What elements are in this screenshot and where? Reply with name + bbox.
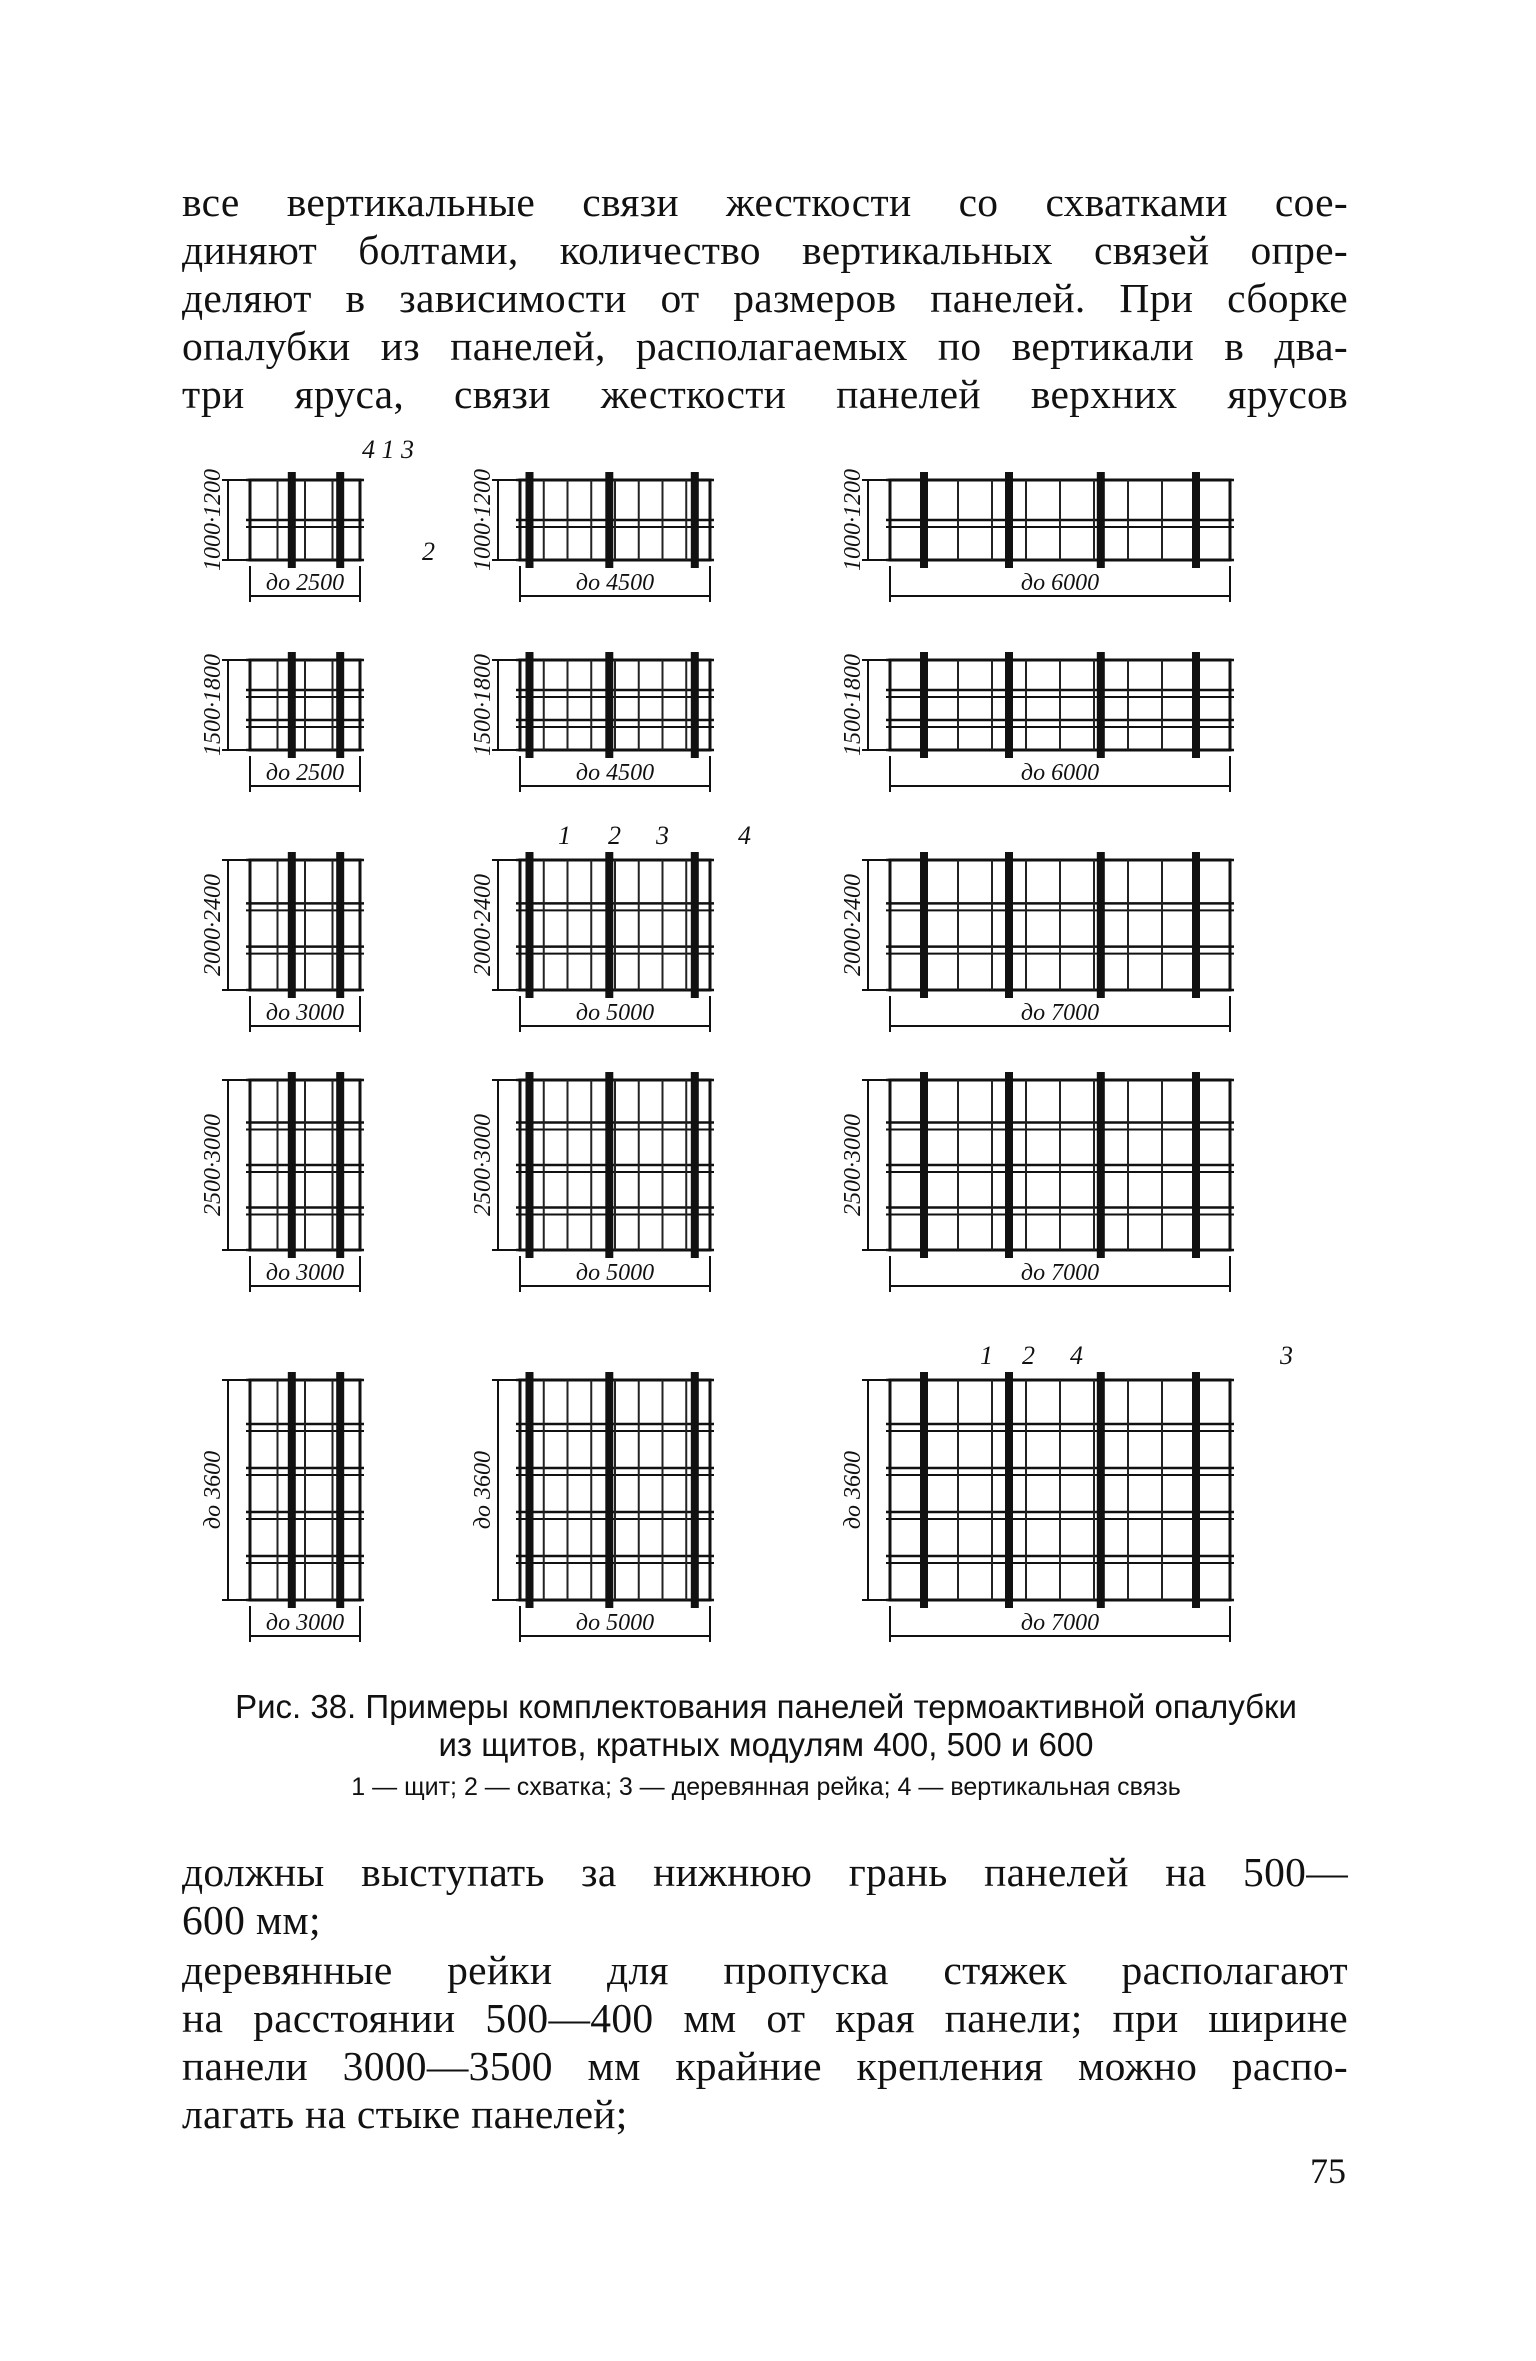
width-label: до 6000 [1020, 760, 1100, 786]
vertical-tie [605, 1072, 613, 1258]
height-label: 1500·1800 [840, 654, 866, 756]
figure-drawing [190, 440, 1350, 1680]
vertical-tie [1005, 472, 1013, 568]
height-label: 2500·3000 [470, 1114, 496, 1216]
callout-2: 2 [422, 537, 435, 566]
text-line: все вертикальные связи жесткости со схватками сое- [182, 179, 1348, 225]
width-label: до 7000 [1020, 1610, 1100, 1636]
panel-diagram [840, 852, 1234, 1032]
vertical-tie [526, 472, 534, 568]
vertical-tie [605, 852, 613, 998]
height-label: 1000·1200 [840, 469, 866, 571]
vertical-tie [1005, 652, 1013, 758]
height-label: 2000·2400 [840, 874, 866, 976]
text-line: деляют в зависимости от размеров панелей. При сборке [182, 275, 1348, 321]
callout-413: 4 1 3 [362, 440, 414, 464]
vertical-tie [605, 472, 613, 568]
vertical-tie [1097, 472, 1105, 568]
panel-diagram [470, 852, 714, 1032]
vertical-tie [920, 852, 928, 998]
bottom-paragraph-1 [182, 1848, 1348, 1944]
vertical-tie [288, 472, 296, 568]
vertical-tie [1192, 1072, 1200, 1258]
vertical-tie [288, 1372, 296, 1608]
height-label: до 3600 [470, 1450, 496, 1530]
callout-2: 2 [1022, 1341, 1035, 1370]
vertical-tie [1097, 1072, 1105, 1258]
height-label: 1500·1800 [200, 654, 226, 756]
panel-diagram [840, 469, 1234, 602]
vertical-tie [1192, 1372, 1200, 1608]
panel-diagram [840, 1072, 1234, 1292]
height-label: 2500·3000 [840, 1114, 866, 1216]
panel-diagram [470, 1372, 714, 1642]
vertical-tie [288, 1072, 296, 1258]
callout-3: 3 [1280, 1341, 1293, 1370]
vertical-tie [920, 1072, 928, 1258]
panel-diagram [200, 469, 364, 602]
vertical-tie [1005, 1072, 1013, 1258]
caption-line: Рис. 38. Примеры комплектования панелей термоактивной опалубки [235, 1688, 1297, 1725]
vertical-tie [1005, 1372, 1013, 1608]
width-label: до 5000 [575, 1000, 655, 1026]
figure-caption [180, 1688, 1352, 1764]
vertical-tie [691, 1372, 699, 1608]
width-label: до 5000 [575, 1610, 655, 1636]
vertical-tie [691, 852, 699, 998]
height-label: 1000·1200 [200, 469, 226, 571]
formwork-panel-figure [190, 440, 1350, 1680]
vertical-tie [336, 1372, 344, 1608]
height-label: 2000·2400 [470, 874, 496, 976]
vertical-tie [691, 1072, 699, 1258]
callout-1: 1 [558, 821, 571, 850]
vertical-tie [1097, 852, 1105, 998]
panel-diagram [200, 1072, 364, 1292]
height-label: 2500·3000 [200, 1114, 226, 1216]
vertical-tie [920, 652, 928, 758]
panel-diagram [470, 469, 714, 602]
vertical-tie [526, 852, 534, 998]
figure-legend: 1 — щит; 2 — схватка; 3 — деревянная рейка; 4 — вертикальная связь [351, 1773, 1181, 1801]
vertical-tie [691, 472, 699, 568]
width-label: до 3000 [265, 1260, 345, 1286]
vertical-tie [336, 652, 344, 758]
vertical-tie [605, 652, 613, 758]
callout-2: 2 [608, 821, 621, 850]
bottom-paragraph-2 [182, 1946, 1348, 2138]
text-line: лагать на стыке панелей; [182, 2091, 628, 2137]
vertical-tie [288, 852, 296, 998]
text-line: 600 мм; [182, 1897, 321, 1943]
vertical-tie [1005, 852, 1013, 998]
panel-diagram [200, 852, 364, 1032]
page-number: 75 [1310, 2151, 1346, 2191]
panel-diagram [200, 652, 364, 792]
width-label: до 4500 [575, 570, 655, 596]
width-label: до 5000 [575, 1260, 655, 1286]
vertical-tie [920, 472, 928, 568]
callout-4: 4 [1070, 1341, 1083, 1370]
text-line: панели 3000—3500 мм крайние крепления можно распо- [182, 2043, 1348, 2089]
vertical-tie [336, 1072, 344, 1258]
height-label: до 3600 [840, 1450, 866, 1530]
text-line: деревянные рейки для пропуска стяжек располагают [182, 1947, 1348, 1993]
vertical-tie [1192, 852, 1200, 998]
panel-diagram [840, 1372, 1234, 1642]
vertical-tie [336, 852, 344, 998]
vertical-tie [526, 652, 534, 758]
top-paragraph [182, 178, 1348, 418]
callout-3: 3 [656, 821, 669, 850]
height-label: 1500·1800 [470, 654, 496, 756]
text-line: должны выступать за нижнюю грань панелей на 500— [182, 1849, 1348, 1895]
height-label: 2000·2400 [200, 874, 226, 976]
vertical-tie [1192, 652, 1200, 758]
text-line: опалубки из панелей, располагаемых по вертикали в два- [182, 323, 1348, 369]
text-line: на расстоянии 500—400 мм от края панели; при ширине [182, 1995, 1348, 2041]
vertical-tie [336, 472, 344, 568]
vertical-tie [526, 1372, 534, 1608]
text-line: три яруса, связи жесткости панелей верхних ярусов [182, 371, 1348, 417]
vertical-tie [920, 1372, 928, 1608]
height-label: 1000·1200 [470, 469, 496, 571]
vertical-tie [1192, 472, 1200, 568]
vertical-tie [605, 1372, 613, 1608]
vertical-tie [1097, 652, 1105, 758]
width-label: до 7000 [1020, 1260, 1100, 1286]
panel-diagram [470, 1072, 714, 1292]
width-label: до 3000 [265, 1000, 345, 1026]
panel-diagram [470, 652, 714, 792]
width-label: до 4500 [575, 760, 655, 786]
width-label: до 2500 [265, 760, 345, 786]
vertical-tie [526, 1072, 534, 1258]
panel-diagram [200, 1372, 364, 1642]
vertical-tie [288, 652, 296, 758]
caption-line: из щитов, кратных модулям 400, 500 и 600 [438, 1726, 1094, 1763]
width-label: до 2500 [265, 570, 345, 596]
height-label: до 3600 [200, 1450, 226, 1530]
callout-1: 1 [980, 1341, 993, 1370]
width-label: до 7000 [1020, 1000, 1100, 1026]
width-label: до 3000 [265, 1610, 345, 1636]
vertical-tie [1097, 1372, 1105, 1608]
panel-diagram [840, 652, 1234, 792]
width-label: до 6000 [1020, 570, 1100, 596]
callout-4: 4 [738, 821, 751, 850]
vertical-tie [691, 652, 699, 758]
text-line: диняют болтами, количество вертикальных связей опре- [182, 227, 1348, 273]
